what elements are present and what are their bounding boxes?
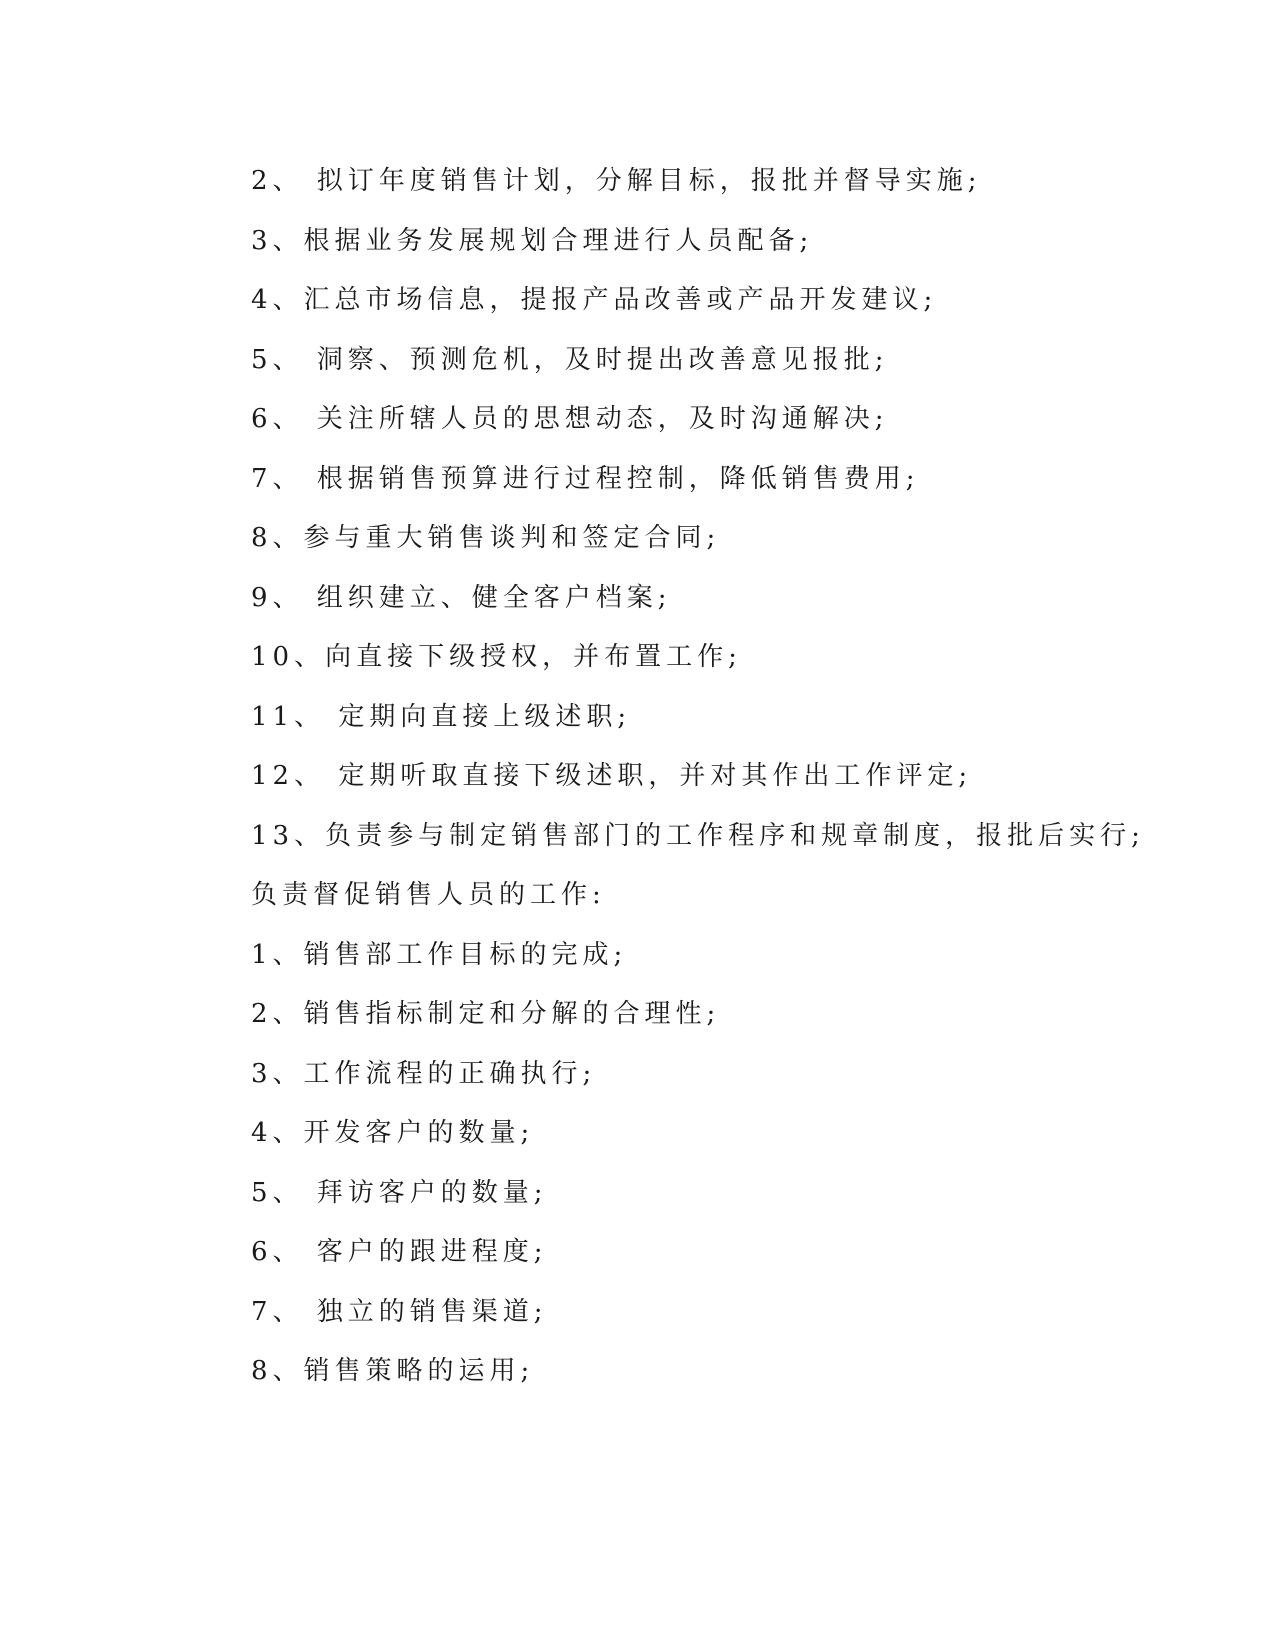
list-item: 13、负责参与制定销售部门的工作程序和规章制度，报批后实行;	[251, 820, 1145, 851]
list-item: 3、工作流程的正确执行;	[251, 1058, 597, 1089]
list-item: 1、销售部工作目标的完成;	[251, 939, 628, 970]
list-item: 12、 定期听取直接下级述职，并对其作出工作评定;	[251, 761, 973, 791]
list-item: 4、开发客户的数量;	[251, 1118, 535, 1148]
list-item: 5、 拜访客户的数量;	[251, 1177, 548, 1208]
list-item: 9、 组织建立、健全客户档案;	[251, 582, 672, 613]
list-item: 11、 定期向直接上级述职;	[251, 701, 632, 732]
list-item: 8、参与重大销售谈判和签定合同;	[251, 523, 721, 553]
list-item: 5、 洞察、预测危机，及时提出改善意见报批;	[251, 344, 889, 375]
list-item: 2、销售指标制定和分解的合理性;	[251, 999, 721, 1029]
document-body	[251, 158, 1211, 1408]
list-item: 8、销售策略的运用;	[251, 1356, 535, 1386]
list-item: 2、 拟订年度销售计划，分解目标，报批并督导实施;	[251, 166, 982, 196]
list-item: 6、 关注所辖人员的思想动态，及时沟通解决;	[251, 404, 889, 434]
list-item: 3、根据业务发展规划合理进行人员配备;	[251, 225, 814, 256]
list-item: 7、 独立的销售渠道;	[251, 1296, 548, 1327]
list-item: 6、 客户的跟进程度;	[251, 1237, 548, 1267]
list-item: 10、向直接下级授权，并布置工作;	[251, 642, 742, 672]
section-heading: 负责督促销售人员的工作:	[251, 880, 606, 910]
list-item: 7、 根据销售预算进行过程控制，降低销售费用;	[251, 463, 920, 494]
list-item: 4、汇总市场信息，提报产品改善或产品开发建议;	[251, 285, 938, 315]
